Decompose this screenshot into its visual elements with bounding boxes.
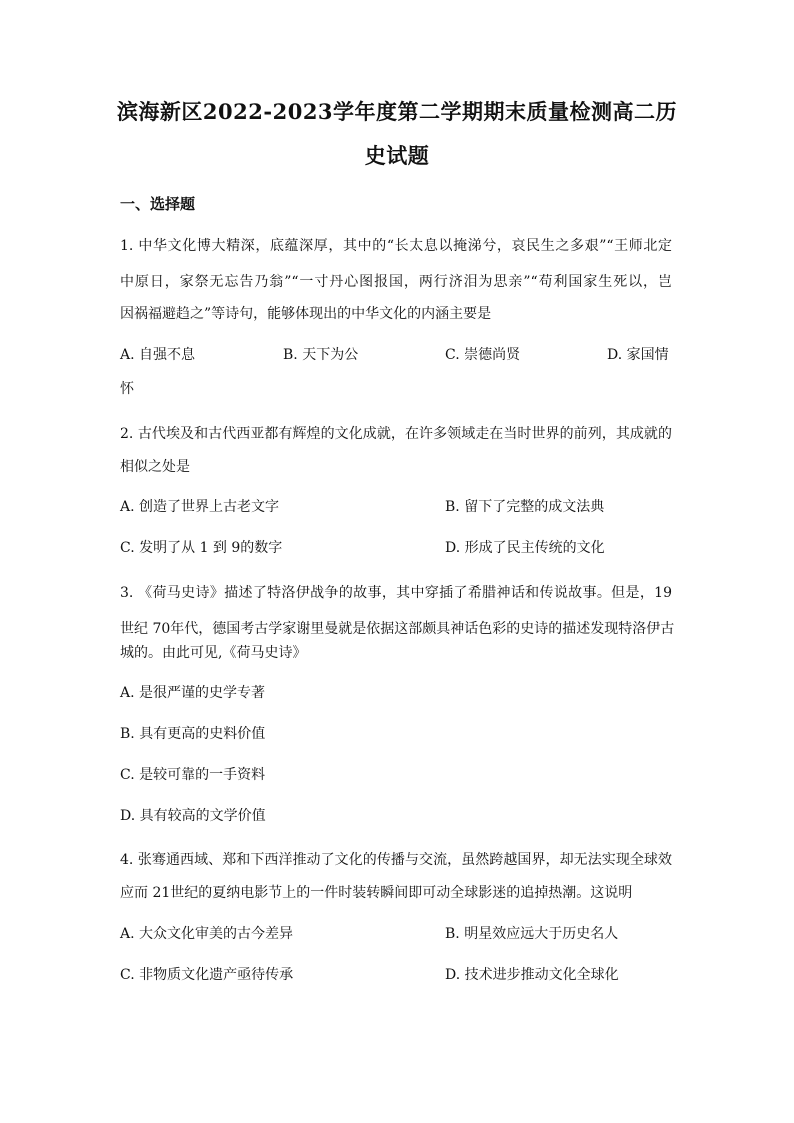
question-1-option-d: D. 家国情 (607, 347, 669, 363)
question-3-option-a: A. 是很严谨的史学专著 (120, 685, 266, 701)
question-4-line-2: 应而 21世纪的夏纳电影节上的一件时装转瞬间即可动全球影迷的追掉热潮。这说明 (120, 885, 633, 901)
section-heading: 一、选择题 (120, 195, 196, 213)
document-title-line-1: 滨海新区2022-2023学年度第二学期期末质量检测高二历 (116, 99, 678, 124)
question-3-line-3: 城的。由此可见,《荷马史诗》 (120, 645, 307, 661)
question-3-option-c: C. 是较可靠的一手资料 (120, 767, 266, 783)
question-1-line-2: 中原日，家祭无忘告乃翁”“一寸丹心图报国，两行济泪为思亲”“苟利国家生死以，岂 (120, 274, 672, 290)
question-1-line-1: 1. 中华文化博大精深，底蕴深厚，其中的“长太息以掩涕兮，哀民生之多艰”“王师北定 (120, 238, 672, 254)
question-1-option-a: A. 自强不息 (120, 347, 196, 363)
question-1-option-d-overflow: 怀 (120, 381, 134, 397)
question-4-option-b: B. 明星效应远大于历史名人 (445, 926, 619, 942)
question-4-line-1: 4. 张骞通西域、郑和下西洋推动了文化的传播与交流，虽然跨越国界，却无法实现全球效 (120, 852, 672, 868)
question-1-option-c: C. 崇德尚贤 (445, 347, 521, 363)
question-2-option-b: B. 留下了完整的成文法典 (445, 499, 605, 515)
question-3-option-d: D. 具有较高的文学价值 (120, 808, 266, 824)
question-2-line-1: 2. 古代埃及和古代西亚都有辉煌的文化成就，在许多领域走在当时世界的前列，其成就的 (120, 426, 672, 442)
question-4-option-a: A. 大众文化审美的古今差异 (120, 926, 294, 942)
question-2-line-2: 相似之处是 (120, 459, 190, 475)
question-3-option-b: B. 具有更高的史料价值 (120, 726, 266, 742)
question-4-option-d: D. 技术进步推动文化全球化 (445, 967, 619, 983)
question-1-option-b: B. 天下为公 (283, 347, 359, 363)
question-3-line-1: 3. 《荷马史诗》描述了特洛伊战争的故事，其中穿插了希腊神话和传说故事。但是，19 (120, 585, 672, 601)
question-4-option-c: C. 非物质文化遗产亟待传承 (120, 967, 294, 983)
question-2-option-a: A. 创造了世界上古老文字 (120, 499, 280, 515)
question-1-line-3: 因祸福避趋之”等诗句，能够体现出的中华文化的内涵主要是 (120, 306, 492, 322)
question-3-line-2: 世纪 70年代，德国考古学家谢里曼就是依据这部颇具神话色彩的史诗的描述发现特洛伊古 (120, 621, 675, 637)
document-title-line-2: 史试题 (364, 143, 430, 168)
question-2-option-d: D. 形成了民主传统的文化 (445, 540, 605, 556)
question-2-option-c: C. 发明了从 1 到 9的数字 (120, 540, 283, 556)
